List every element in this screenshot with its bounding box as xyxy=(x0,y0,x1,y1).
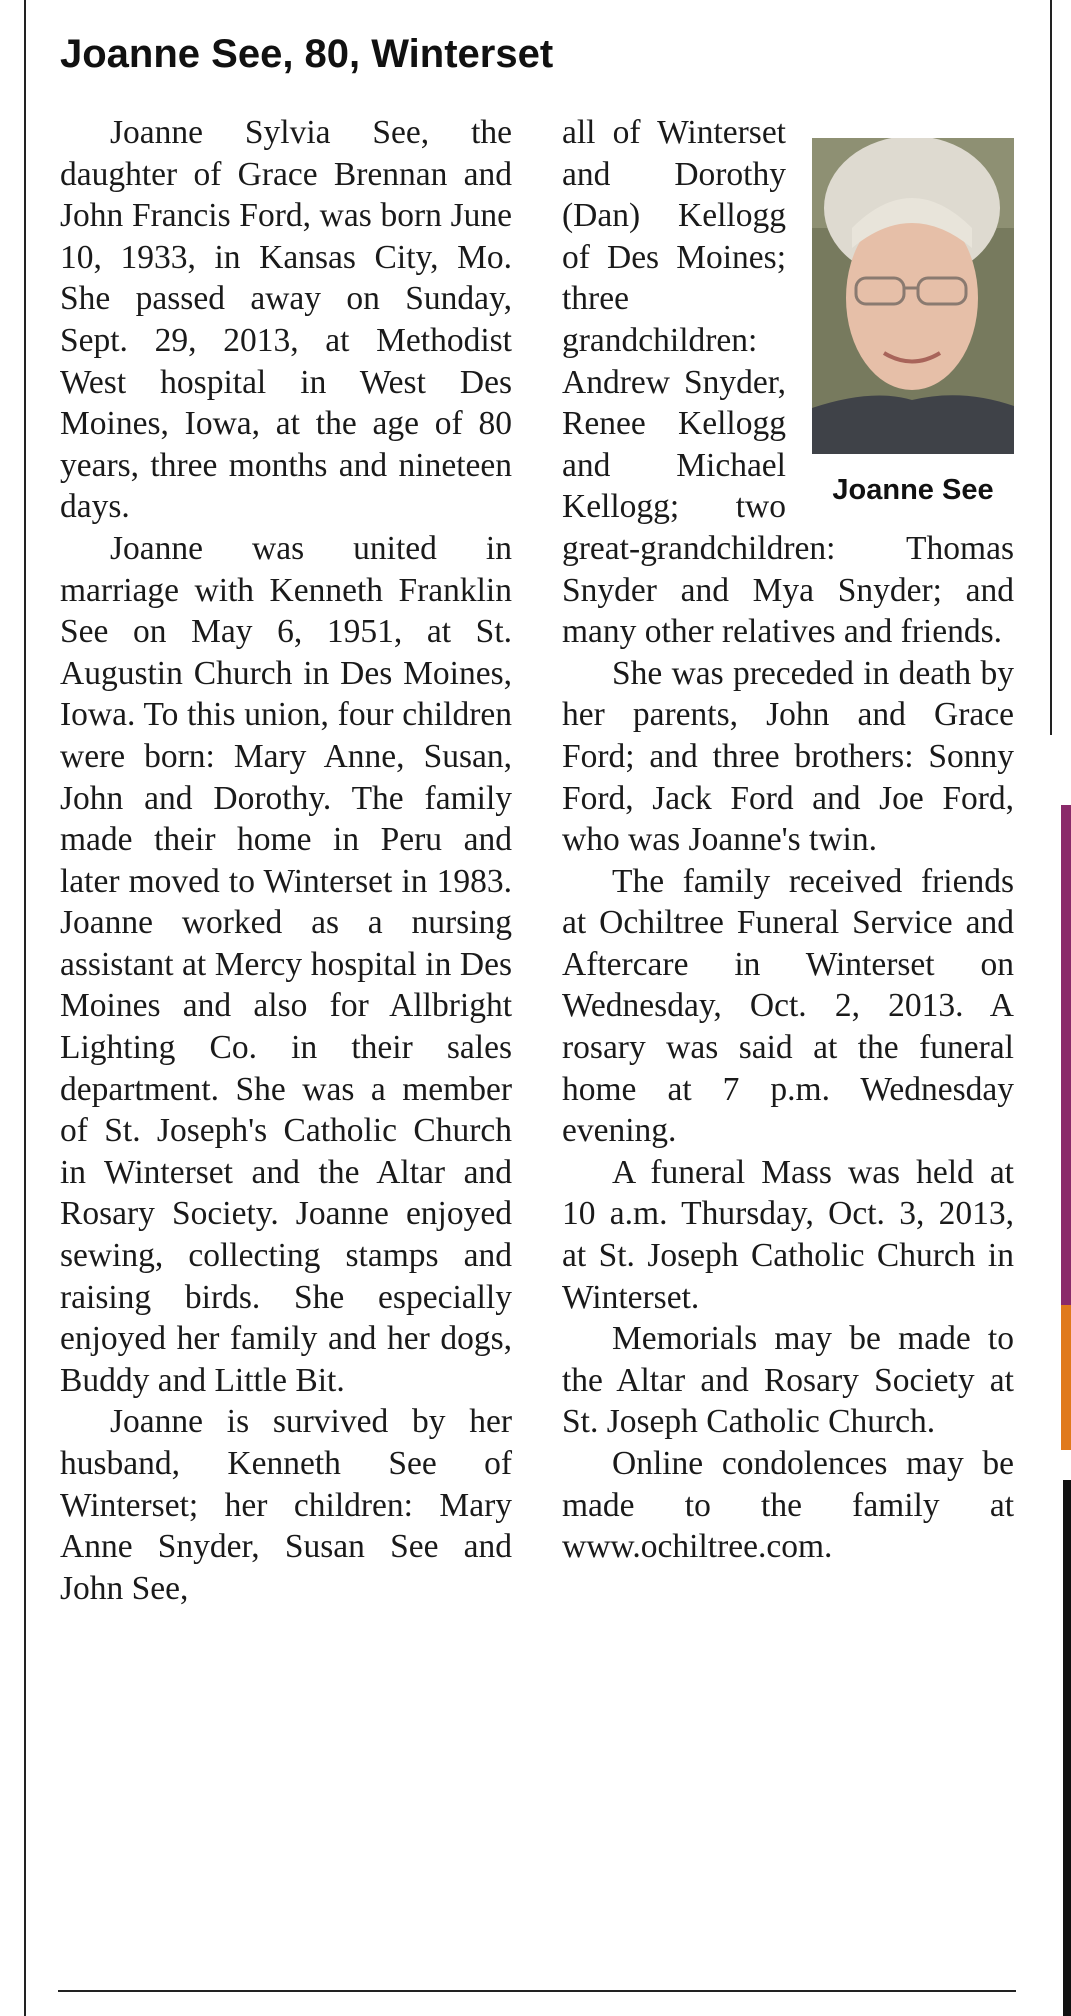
photo-figure xyxy=(812,138,1014,508)
left-column xyxy=(60,112,512,1609)
paragraph-visitation: The family received friends at Ochiltree Funeral Service and Aftercare in Winterset on Wednesday, Oct. 2, 2013. A rosary was said at the funeral home at 7 p.m. Wednesday evening. xyxy=(562,862,1014,1150)
right-border-rule xyxy=(1050,0,1052,735)
adjacent-page-dark-strip xyxy=(1063,1480,1071,2016)
left-border-rule xyxy=(24,0,26,2016)
obituary-headline: Joanne See, 80, Winterset xyxy=(60,32,554,76)
paragraph-marriage-life: Joanne was united in marriage with Kenneth Franklin See on May 6, 1951, at St. Augustin Church in Des Moines, Iowa. To this union, four children were born: Mary Anne, Susan, John and Dorothy. The family made their home in Peru and later moved to Winterset in 1983. Joanne worked as a nursing assistant at Mercy hospital in Des Moines and also for Allbright Lighting Co. in their sales department. She was a member of St. Joseph's Catholic Church in Winterset and the Altar and Rosary Society. Joanne enjoyed sewing, collecting stamps and raising birds. She especially enjoyed her family and her dogs, Buddy and Little Bit. xyxy=(60,529,512,1399)
adjacent-page-magenta-strip xyxy=(1061,805,1071,1305)
adjacent-page-orange-strip xyxy=(1061,1305,1071,1450)
paragraph-preceded-in-death: She was preceded in death by her parents, John and Grace Ford; and three brothers: Sonny Ford, Jack Ford and Joe Ford, who was Joanne's twin. xyxy=(562,654,1014,859)
bottom-rule xyxy=(58,1990,1016,1992)
paragraph-online-condolences: Online condolences may be made to the family at www.ochiltree.com. xyxy=(562,1445,1014,1566)
paragraph-survivors-start: Joanne is survived by her husband, Kenneth See of Winterset; her children: Mary Anne Snyder, Susan See and John See, xyxy=(60,1403,512,1607)
paragraph-memorials: Memorials may be made to the Altar and Rosary Society at St. Joseph Catholic Church. xyxy=(562,1320,1014,1441)
photo-caption: Joanne See xyxy=(832,474,994,506)
survivors-continued-text: all of Winterset and Dorothy (Dan) Kellogg of Des Moines; three grandchildren: Andrew Snyder, Renee Kellogg and Michael Kellogg; two great-grandchildren: Thomas Snyder and Mya Snyder; and many other relatives and friends. xyxy=(562,114,1014,651)
right-column xyxy=(562,112,1014,1568)
paragraph-birth-death: Joanne Sylvia See, the daughter of Grace Brennan and John Francis Ford, was born June 10, 1933, in Kansas City, Mo. She passed away on Sunday, Sept. 29, 2013, at Methodist West hospital in West Des Moines, Iowa, at the age of 80 years, three months and nineteen days. xyxy=(60,114,512,526)
paragraph-funeral-mass: A funeral Mass was held at 10 a.m. Thursday, Oct. 3, 2013, at St. Joseph Catholic Church in Winterset. xyxy=(562,1153,1014,1316)
portrait-photo xyxy=(812,138,1014,454)
paragraph-survivors-continued xyxy=(562,112,1014,653)
